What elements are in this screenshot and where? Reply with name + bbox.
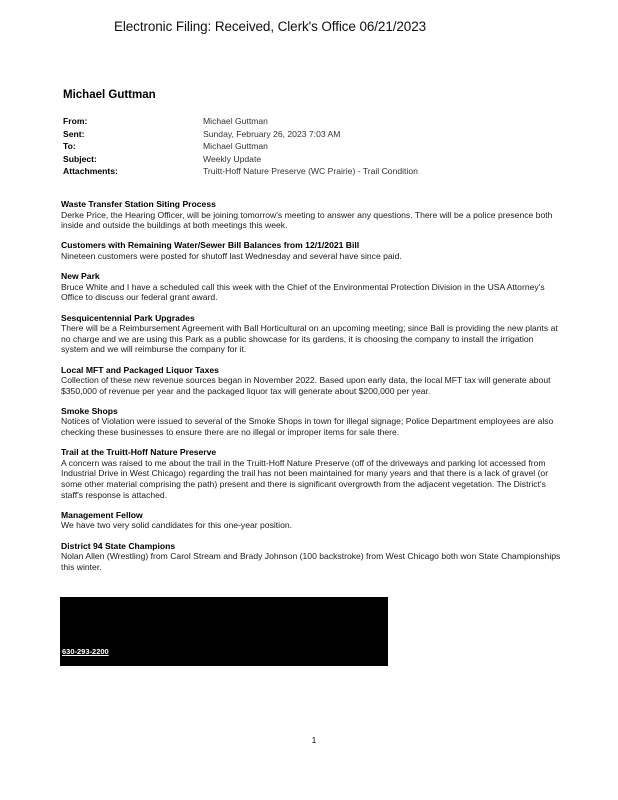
header-label: Attachments: [63,166,118,177]
section-trail [61,447,561,500]
section-body: We have two very solid candidates for this one-year position. [61,520,293,531]
header-label: From: [63,116,88,126]
header-row-sent [63,129,503,142]
section-title: Trail at the Truitt-Hoff Nature Preserve [61,447,217,458]
section-body: Collection of these new revenue sources began in November 2022. Based upon early data, the local MFT tax will generate about $350,000 of revenue per year and the packaged liquor tax will generate about $200,000 per year. [61,375,551,396]
section-sesquicentennial [61,313,561,355]
section-district-94 [61,541,561,573]
section-waste-transfer [61,199,561,231]
section-mft-liquor [61,365,561,397]
email-headers [63,116,503,179]
section-body: Bruce White and I have a scheduled call this week with the Chief of the Environmental Protection Division in the USA Attorney's Office to discuss our federal grant award. [61,281,545,303]
section-body: There will be a Reimbursement Agreement with Ball Horticultural on an upcoming meeting; since Ball is providing the new plants at no charge and we are using this Park as a public showcase for its gardens, it is choosing the company to install the irrigation system and we will reimburse the company for it. [61,323,558,355]
header-row-attachments [63,166,503,179]
section-new-park [61,271,561,303]
header-value: Michael Guttman [203,116,268,126]
phone-link[interactable]: 630-293-2200 [62,647,109,656]
sender-name: Michael Guttman [63,89,156,101]
section-management-fellow [61,510,561,531]
section-title: New Park [61,271,100,282]
header-row-from [63,116,503,129]
header-label: Subject: [63,153,97,164]
header-row-to [63,141,503,154]
redacted-signature-block [60,597,388,666]
page-number: 1 [311,736,317,745]
section-body: Derke Price, the Hearing Officer, will be joining tomorrow's meeting to answer any questions. There will be a police presence both inside and outside the buildings at both meetings this week. [61,209,553,231]
filing-stamp: Electronic Filing: Received, Clerk's Office 06/21/2023 [113,19,427,34]
attachment-link[interactable]: Truitt-Hoff Nature Preserve (WC Prairie) - Trail Condition [203,166,418,177]
header-label: To: [63,141,76,152]
header-row-subject [63,154,503,167]
header-label: Sent: [63,128,85,139]
section-body: Nolan Allen (Wrestling) from Carol Stream and Brady Johnson (100 backstroke) from West Chicago both won State Championships this winter. [61,551,561,572]
section-water-sewer [61,240,561,261]
section-body: A concern was raised to me about the trail in the Truitt-Hoff Nature Preserve (off of the driveways and parking lot accessed from Industrial Drive in West Chicago) regarding the trail has not been maintained for many years and that there is a lack of gravel (or some other material comprising the path) present and there is significant overgrowth from the adjacent vegetation. The District's staff's response is attached. [61,457,549,500]
section-title: Management Fellow [61,509,143,520]
section-title: Customers with Remaining Water/Sewer Bill Balances from 12/1/2021 Bill [61,240,360,251]
section-body: Notices of Violation were issued to several of the Smoke Shops in town for illegal signage; Police Department employees are also checking these businesses to ensure there are no illegal or improper items for sale there. [61,416,554,438]
section-title: District 94 State Champions [61,540,176,551]
section-title: Sesquicentennial Park Upgrades [61,312,195,323]
header-value: Weekly Update [203,153,262,164]
header-value: Michael Guttman [203,141,268,152]
section-smoke-shops [61,406,561,438]
header-value: Sunday, February 26, 2023 7:03 AM [203,128,341,139]
section-body: Nineteen customers were posted for shutoff last Wednesday and several have since paid. [61,250,402,261]
section-title: Local MFT and Packaged Liquor Taxes [61,364,219,375]
section-title: Smoke Shops [61,405,118,416]
section-title: Waste Transfer Station Siting Process [61,199,216,209]
email-body [61,199,561,582]
